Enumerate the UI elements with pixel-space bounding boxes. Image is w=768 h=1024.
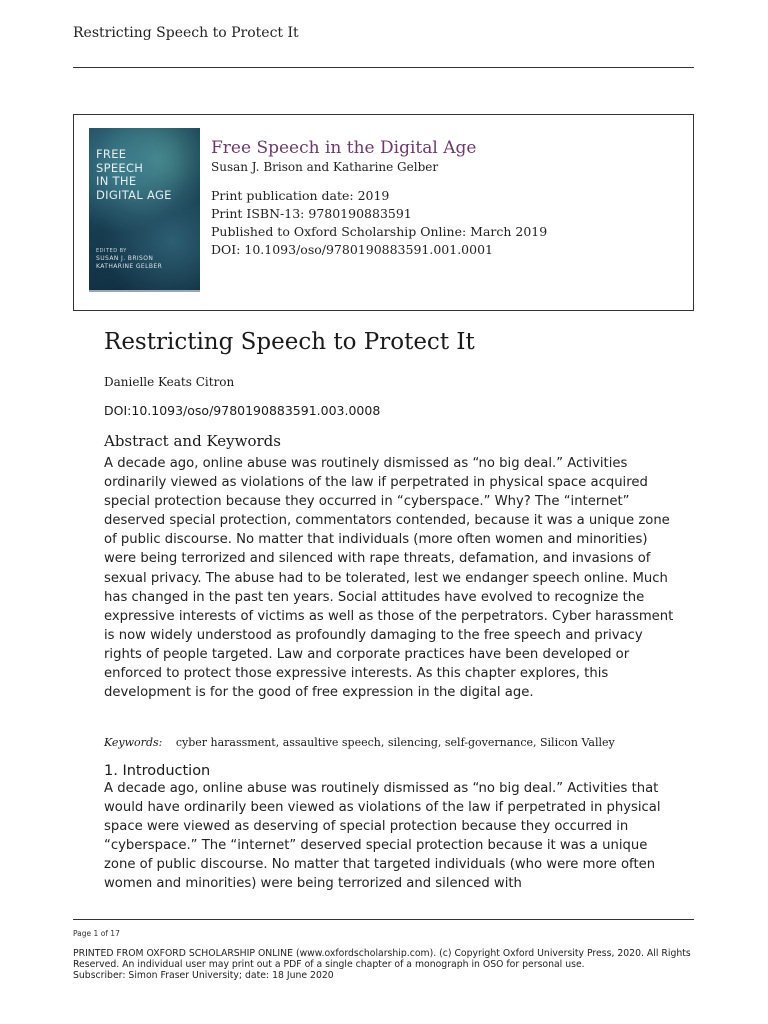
subscriber-info: Subscriber: Simon Fraser University; date: 18 June 2020 <box>73 970 334 982</box>
footer-notice <box>73 948 694 982</box>
cover-edited-by: EDITED BY <box>96 248 127 254</box>
book-metadata <box>211 137 547 259</box>
abstract-heading: Abstract and Keywords <box>104 432 281 450</box>
header-divider <box>73 67 694 68</box>
introduction-heading: 1. Introduction <box>104 763 211 779</box>
copyright-notice: PRINTED FROM OXFORD SCHOLARSHIP ONLINE (www.oxfordscholarship.com). (c) Copyright Oxford University Press, 2020. All Rights Reserved. An individual user may print out a PDF of a single chapter of a monograph in OSO for personal use. <box>73 948 691 971</box>
chapter-title: Restricting Speech to Protect It <box>104 329 475 355</box>
keywords-label: Keywords: <box>104 736 163 749</box>
print-publication-date: Print publication date: 2019 <box>211 188 390 203</box>
footer-divider <box>73 919 694 920</box>
keywords-line <box>104 736 615 749</box>
running-header-title: Restricting Speech to Protect It <box>73 25 299 41</box>
book-info-box <box>73 114 694 311</box>
book-doi: DOI: 10.1093/oso/9780190883591.001.0001 <box>211 242 493 257</box>
page-number: Page 1 of 17 <box>73 929 120 938</box>
chapter-doi: DOI:10.1093/oso/9780190883591.003.0008 <box>104 403 381 418</box>
book-title-link[interactable]: Free Speech in the Digital Age <box>211 138 477 158</box>
keywords-list: cyber harassment, assaultive speech, silencing, self-governance, Silicon Valley <box>175 736 615 749</box>
abstract-paragraph: A decade ago, online abuse was routinely dismissed as “no big deal.” Activities ordinarily viewed as violations of the law if perpetrated in physical space acquired special protection because they occurred in “cyberspace.” Why? The “internet” deserved special protection, commentators contended, because it was a unique zone of public discourse. No matter that individuals (more often women and minorities) were being terrorized and silenced with rape threats, defamation, and invasions of sexual privacy. The abuse had to be tolerated, lest we endanger speech online. Much has changed in the past ten years. Social attitudes have evolved to recognize the expressive interests of victims as well as those of the perpetrators. Cyber harassment is now widely understood as profoundly damaging to the free speech and privacy rights of people targeted. Law and corporate practices have been developed or enforced to protect those expressive interests. As this chapter explores, this development is for the good of free expression in the digital age. <box>104 456 674 701</box>
book-authors: Susan J. Brison and Katharine Gelber <box>211 160 439 174</box>
chapter-author: Danielle Keats Citron <box>104 375 235 389</box>
published-online-date: Published to Oxford Scholarship Online: March 2019 <box>211 224 548 239</box>
book-cover-image <box>89 128 200 292</box>
cover-authors: SUSAN J. BRISON KATHARINE GELBER <box>96 255 163 270</box>
introduction-paragraph: A decade ago, online abuse was routinely dismissed as “no big deal.” Activities that would have ordinarily been viewed as violations of the law if perpetrated in physical space were viewed as deserving of special protection because they occurred in “cyberspace.” The “internet” deserved special protection because it was a unique zone of public discourse. No matter that targeted individuals (who were more often women and minorities) were being terrorized and silenced with <box>104 781 661 892</box>
print-isbn: Print ISBN-13: 9780190883591 <box>211 206 412 221</box>
cover-title: FREE SPEECH IN THE DIGITAL AGE <box>96 147 172 202</box>
